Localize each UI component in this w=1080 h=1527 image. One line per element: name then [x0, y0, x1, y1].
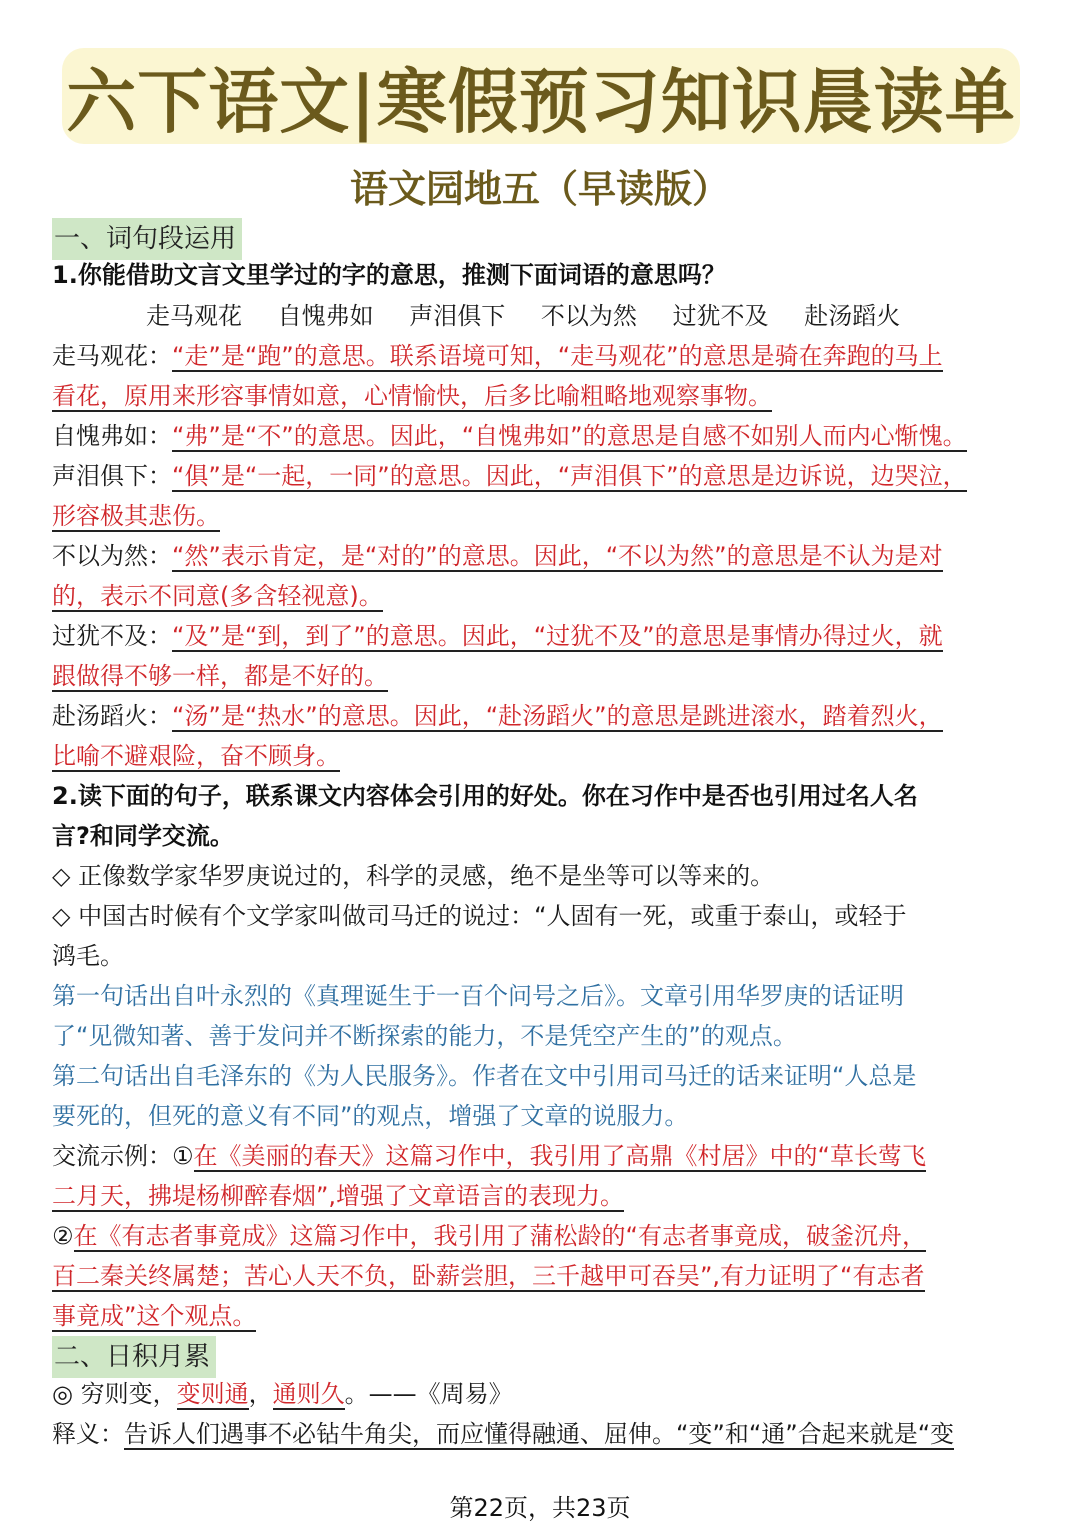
example-text: 百二秦关终属楚；苦心人天不负，卧薪尝胆，三千越甲可吞吴”,有力证明了“有志者 [52, 1262, 925, 1290]
answer-row [52, 700, 943, 732]
answer-text: 的，表示不同意(多含轻视意)。 [52, 582, 383, 610]
answer-text: “走”是“跑”的意思。联系语境可知，“走马观花”的意思是骑在奔跑的马上 [172, 342, 943, 370]
example-label: 交流示例：① [52, 1142, 194, 1170]
proverb-prefix: ◎ 穷则变， [52, 1380, 177, 1408]
answer-text: “然”表示肯定，是“对的”的意思。因此，“不以为然”的意思是不认为是对 [172, 542, 943, 570]
page-subtitle: 语文园地五（早读版） [349, 166, 730, 211]
answer-text: “俱”是“一起，一同”的意思。因此，“声泪俱下”的意思是边诉说，边哭泣， [172, 462, 967, 490]
question-1: 1.你能借助文言文里学过的字的意思，推测下面词语的意思吗？ [52, 261, 726, 289]
proverb-sep: ， [248, 1380, 273, 1408]
example-text: 二月天，拂堤杨柳醉春烟”,增强了文章语言的表现力。 [52, 1182, 625, 1210]
proverb-blank-2: 通则久 [272, 1380, 345, 1408]
answer-text: “弗”是“不”的意思。因此，“自愧弗如”的意思是自感不如别人而内心惭愧。 [172, 422, 967, 450]
example-row [52, 1260, 925, 1292]
example-text: 在《有志者事竟成》这篇习作中，我引用了蒲松龄的“有志者事竟成，破釜沉舟， [73, 1222, 926, 1250]
example-row [52, 1140, 926, 1172]
answer-row [52, 460, 967, 492]
proverb-source: 。——《周易》 [344, 1380, 513, 1408]
answer-row [52, 340, 943, 372]
answer-row [52, 380, 772, 412]
answer-label: 自愧弗如： [52, 422, 172, 450]
title-banner [62, 48, 1020, 144]
answer-label: 赴汤蹈火： [52, 702, 172, 730]
section-heading-1: 一、词句段运用 [52, 218, 242, 260]
word-item: 不以为然 [540, 302, 637, 330]
word-item: 走马观花 [146, 302, 242, 330]
answer-text: “及”是“到，到了”的意思。因此，“过犹不及”的意思是事情办得过火，就 [172, 622, 943, 650]
answer-text: “汤”是“热水”的意思。因此，“赴汤蹈火”的意思是跳进滚水，踏着烈火， [172, 702, 943, 730]
page-number: 第22页，共23页 [449, 1494, 631, 1522]
question-2: 2.读下面的句子，联系课文内容体会引用的好处。你在习作中是否也引用过名人名 [52, 782, 918, 810]
answer-text: 比喻不避艰险，奋不顾身。 [52, 742, 340, 770]
answer-row [52, 540, 943, 572]
answer-row [52, 420, 967, 452]
proverb-blank-1: 变则通 [176, 1380, 249, 1408]
example-row [52, 1220, 926, 1252]
quote-sentence-2: ◇ 中国古时候有个文学家叫做司马迁的说过：“人固有一死，或重于泰山，或轻于 [52, 902, 907, 930]
answer-label: 走马观花： [52, 342, 172, 370]
word-list [146, 300, 928, 332]
answer-row [52, 620, 943, 652]
quote-sentence-2-cont: 鸿毛。 [52, 942, 124, 970]
example-text: 事竟成”这个观点。 [52, 1302, 257, 1330]
answer-row [52, 740, 340, 772]
answer-text: 跟做得不够一样，都是不好的。 [52, 662, 388, 690]
analysis-1: 第一句话出自叶永烈的《真理诞生于一百个问号之后》。文章引用华罗庚的话证明 [52, 982, 904, 1010]
answer-row [52, 660, 388, 692]
meaning-label: 释义： [52, 1420, 124, 1448]
example-row [52, 1300, 256, 1332]
analysis-2: 第二句话出自毛泽东的《为人民服务》。作者在文中引用司马迁的话来证明“人总是 [52, 1062, 917, 1090]
answer-label: 不以为然： [52, 542, 172, 570]
answer-label: 声泪俱下： [52, 462, 172, 490]
answer-row [52, 500, 220, 532]
answer-text: 看花，原用来形容事情如意，心情愉快，后多比喻粗略地观察事物。 [52, 382, 772, 410]
word-item: 自愧弗如 [277, 302, 374, 330]
meaning-text: 告诉人们遇事不必钻牛角尖，而应懂得融通、屈伸。“变”和“通”合起来就是“变 [124, 1420, 955, 1448]
answer-label: 过犹不及： [52, 622, 172, 650]
answer-text: 形容极其悲伤。 [52, 502, 220, 530]
word-item: 过犹不及 [672, 302, 769, 330]
proverb [52, 1378, 513, 1410]
example-text: 在《美丽的春天》这篇习作中，我引用了高鼎《村居》中的“草长莺飞 [193, 1142, 926, 1170]
example-mark: ② [52, 1222, 74, 1250]
section-heading-2: 二、日积月累 [52, 1336, 216, 1378]
analysis-1-cont: 了“见微知著、善于发问并不断探索的能力，不是凭空产生的”的观点。 [52, 1022, 797, 1050]
meaning-row [52, 1418, 954, 1450]
page-title: 六下语文|寒假预习知识晨读单 [66, 59, 1016, 143]
quote-sentence-1: ◇ 正像数学家华罗庚说过的，科学的灵感，绝不是坐等可以等来的。 [52, 862, 775, 890]
question-2-cont: 言?和同学交流。 [52, 822, 234, 850]
answer-row [52, 580, 383, 612]
example-row [52, 1180, 624, 1212]
word-item: 赴汤蹈火 [804, 302, 901, 330]
analysis-2-cont: 要死的，但死的意义有不同”的观点，增强了文章的说服力。 [52, 1102, 689, 1130]
word-item: 声泪俱下 [409, 302, 506, 330]
